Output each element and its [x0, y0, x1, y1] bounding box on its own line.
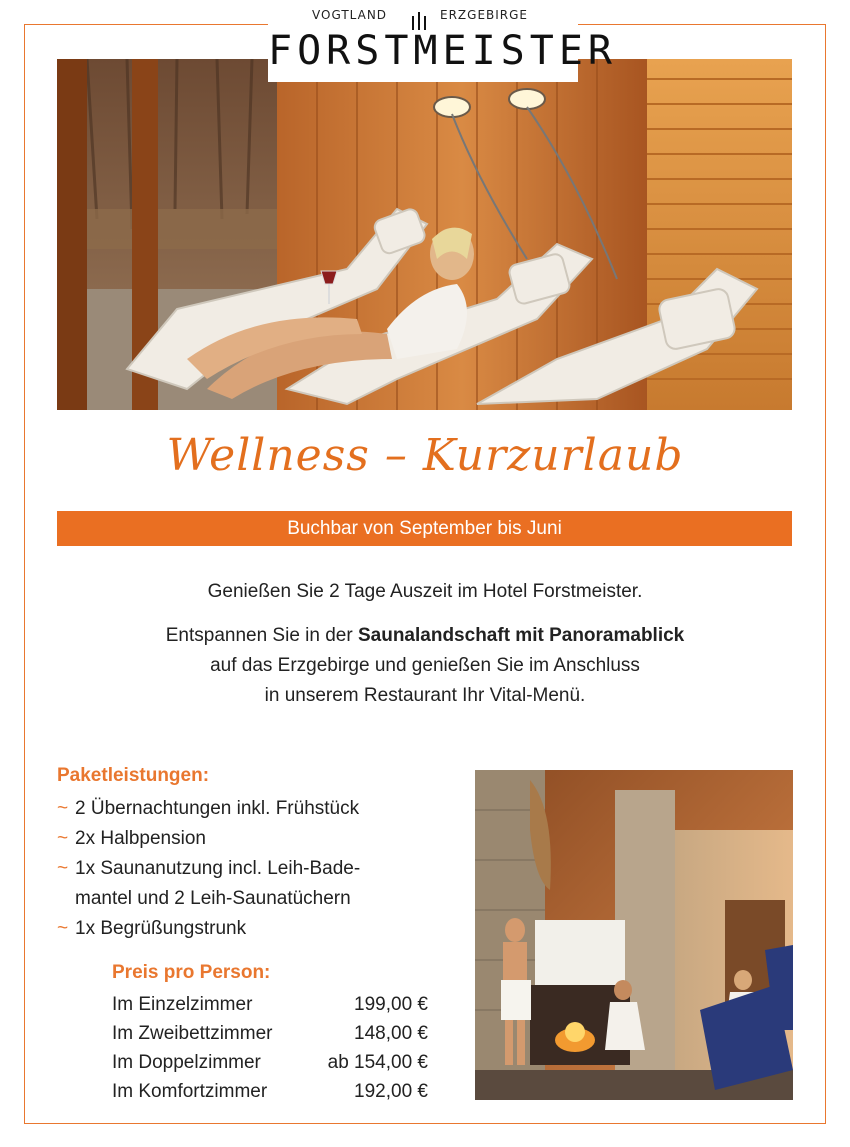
availability-banner: Buchbar von September bis Juni	[57, 511, 792, 546]
list-item	[57, 884, 360, 914]
package-item-text: 2x Halbpension	[75, 828, 206, 849]
price-heading: Preis pro Person:	[112, 962, 271, 983]
fireplace-lounge-illustration	[475, 770, 793, 1100]
sauna-relaxation-illustration	[57, 59, 792, 410]
intro-highlight: Saunalandschaft mit Panoramablick	[357, 625, 685, 646]
package-heading: Paketleistungen:	[57, 765, 210, 786]
intro-line-2-text: Entspannen Sie in der	[165, 625, 358, 646]
room-type: Im Komfortzimmer	[112, 1081, 268, 1102]
logo-wordmark: FORSTMEISTER	[268, 28, 617, 74]
price-table	[112, 990, 432, 1106]
intro-line-3: auf das Erzgebirge und genießen Sie im Anschluss	[210, 655, 640, 676]
room-type: Im Zweibettzimmer	[112, 1023, 273, 1044]
package-item-text: 1x Saunanutzung incl. Leih-Bade-	[75, 858, 361, 879]
fireplace-lounge-photo	[475, 770, 793, 1100]
tilde-bullet-icon: ~	[57, 858, 69, 879]
list-item	[57, 914, 360, 944]
package-item-text: 1x Begrüßungstrunk	[75, 918, 247, 939]
package-item-text: 2 Übernachtungen inkl. Frühstück	[75, 798, 360, 819]
intro-line-1: Genießen Sie 2 Tage Auszeit im Hotel Forstmeister.	[207, 581, 643, 602]
price-row	[112, 1077, 432, 1106]
list-item	[57, 854, 360, 884]
price-row	[112, 1019, 432, 1048]
hotel-logo	[268, 0, 617, 82]
package-item-text: mantel und 2 Leih-Saunatüchern	[75, 888, 351, 909]
sauna-relaxation-photo	[57, 59, 792, 410]
room-type: Im Einzelzimmer	[112, 994, 253, 1015]
tilde-bullet-icon: ~	[57, 828, 69, 849]
room-price: 192,00 €	[354, 1081, 428, 1102]
tilde-bullet-icon: ~	[57, 798, 69, 819]
room-type: Im Doppelzimmer	[112, 1052, 261, 1073]
package-list	[57, 794, 360, 944]
intro-line-4: in unserem Restaurant Ihr Vital-Menü.	[264, 685, 586, 706]
tilde-bullet-icon: ~	[57, 918, 69, 939]
intro-line-2	[0, 622, 850, 650]
room-price: 148,00 €	[354, 1023, 428, 1044]
price-row	[112, 1048, 432, 1077]
room-price: 199,00 €	[354, 994, 428, 1015]
room-price: ab 154,00 €	[327, 1052, 428, 1073]
logo-region-vogtland: VOGTLAND	[312, 8, 388, 22]
list-item	[57, 824, 360, 854]
page-title: Wellness – Kurzurlaub	[166, 430, 684, 481]
logo-region-erzgebirge: ERZGEBIRGE	[440, 8, 529, 22]
list-item	[57, 794, 360, 824]
price-row	[112, 990, 432, 1019]
